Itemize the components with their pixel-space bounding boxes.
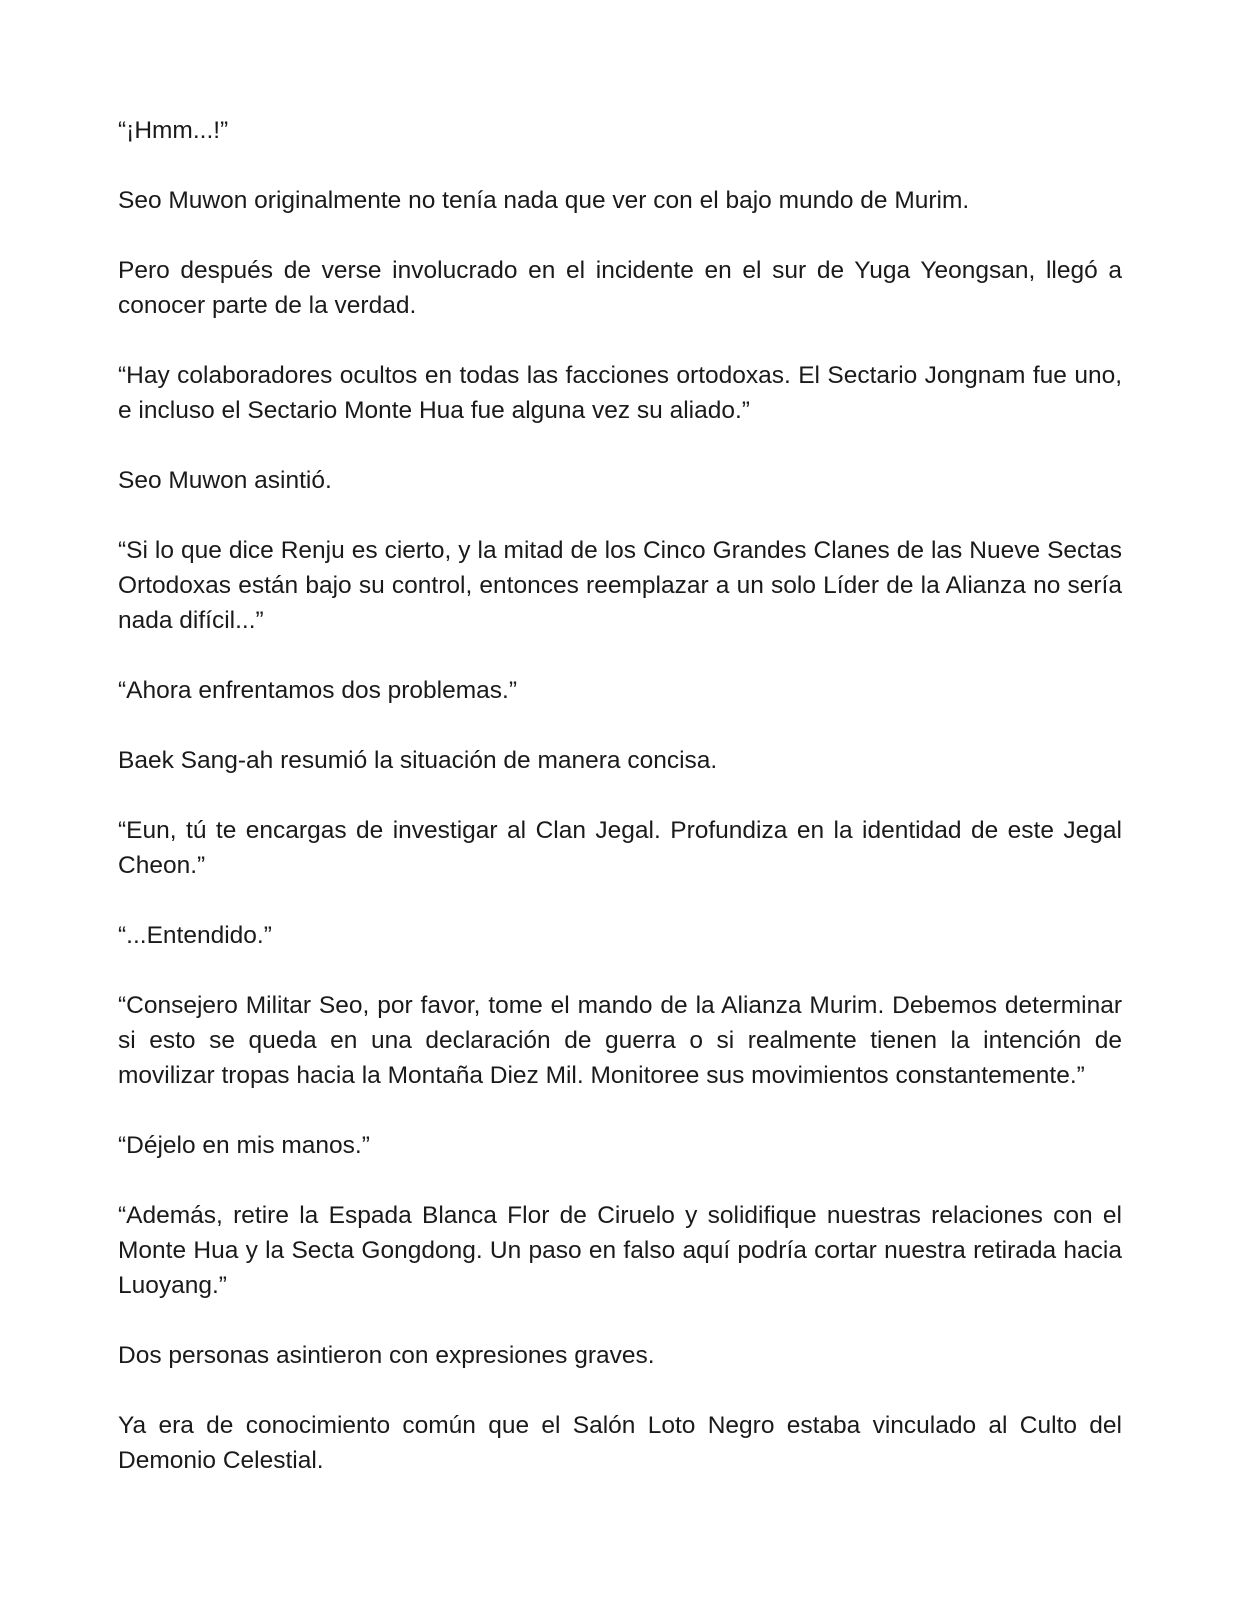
paragraph: Pero después de verse involucrado en el incidente en el sur de Yuga Yeongsan, llegó a conocer parte de la verdad. bbox=[118, 257, 1122, 319]
paragraph: “Eun, tú te encargas de investigar al Clan Jegal. Profundiza en la identidad de este Jegal Cheon.” bbox=[118, 817, 1122, 879]
paragraph: Seo Muwon originalmente no tenía nada que ver con el bajo mundo de Murim. bbox=[118, 187, 970, 214]
paragraph: “Si lo que dice Renju es cierto, y la mitad de los Cinco Grandes Clanes de las Nueve Sectas Ortodoxas están bajo su control, entonces reemplazar a un solo Líder de la Alianza no sería nada difícil...” bbox=[118, 537, 1122, 634]
paragraph: “...Entendido.” bbox=[118, 922, 272, 949]
paragraph: Ya era de conocimiento común que el Salón Loto Negro estaba vinculado al Culto del Demonio Celestial. bbox=[118, 1412, 1122, 1474]
paragraph: Dos personas asintieron con expresiones graves. bbox=[118, 1342, 655, 1369]
paragraph: “Déjelo en mis manos.” bbox=[118, 1132, 370, 1159]
document-body bbox=[118, 113, 1122, 1478]
paragraph: “Hay colaboradores ocultos en todas las facciones ortodoxas. El Sectario Jongnam fue uno, e incluso el Sectario Monte Hua fue alguna vez su aliado.” bbox=[118, 362, 1122, 424]
paragraph: “Consejero Militar Seo, por favor, tome el mando de la Alianza Murim. Debemos determinar si esto se queda en una declaración de guerra o si realmente tienen la intención de movilizar tropas hacia la Montaña Diez Mil. Monitoree sus movimientos constantemente.” bbox=[118, 992, 1122, 1089]
paragraph: Baek Sang-ah resumió la situación de manera concisa. bbox=[118, 747, 718, 774]
paragraph: Seo Muwon asintió. bbox=[118, 467, 332, 494]
paragraph: “¡Hmm...!” bbox=[118, 117, 229, 144]
paragraph: “Además, retire la Espada Blanca Flor de Ciruelo y solidifique nuestras relaciones con el Monte Hua y la Secta Gongdong. Un paso en falso aquí podría cortar nuestra retirada hacia Luoyang.” bbox=[118, 1202, 1122, 1299]
paragraph: “Ahora enfrentamos dos problemas.” bbox=[118, 677, 517, 704]
